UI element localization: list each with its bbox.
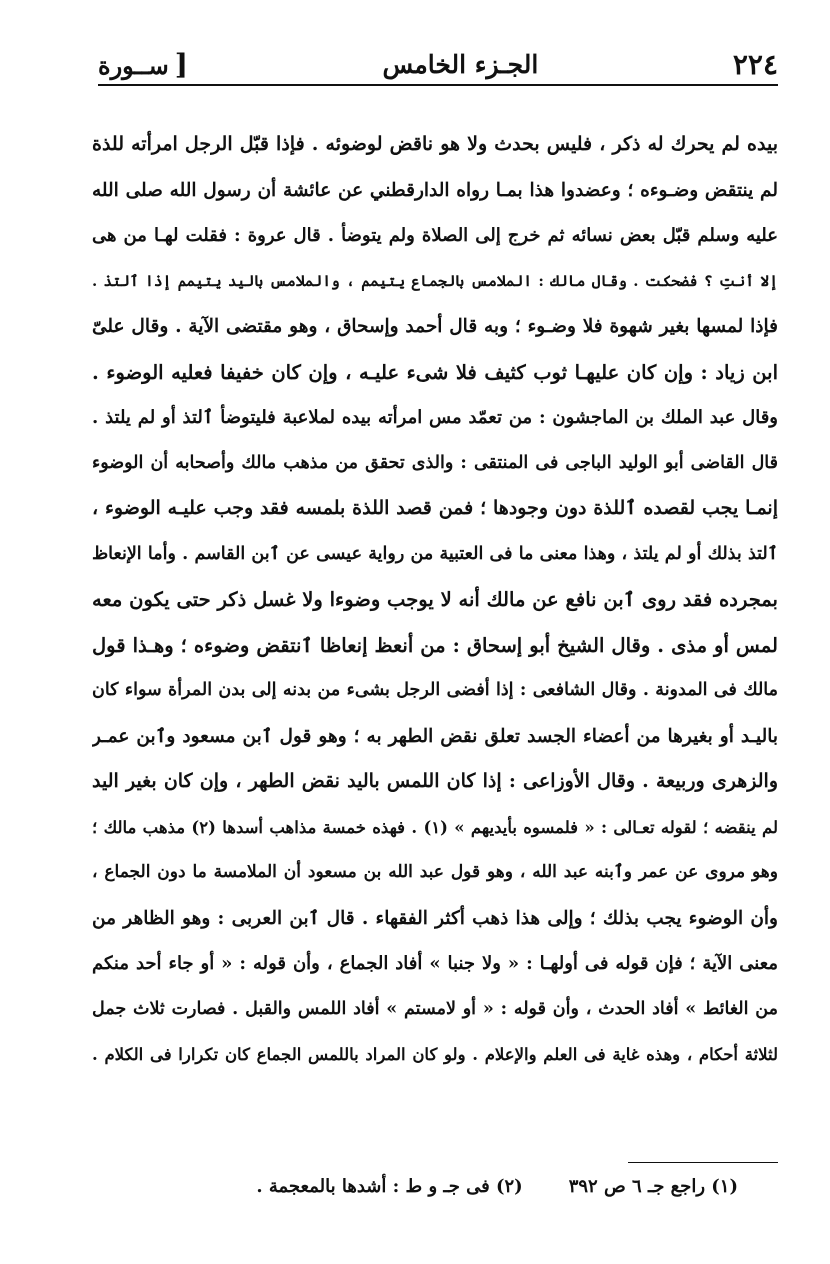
text-line: لم ينقضه ؛ لقوله تعـالى : « فلمسوه بأيديهم » (١) . فهذه خمسة مذاهب أسدها (٢) مذهب مالك ؛: [92, 817, 778, 837]
footnotes: [256, 1176, 738, 1197]
text-line: بيده لم يحرك له ذكر ، فليس بحدث ولا هو ناقض لوضوئه . فإذا قبّل الرجل امرأته للذة: [92, 133, 778, 155]
text-line: إلا أنتِ ؟ فضحكت . وقال مالك : الملامس بالجماع يتيمم ، والملامس باليد يتيمم إذا ٱلتذ .: [92, 271, 778, 290]
surah-label-text: ســورة: [98, 50, 169, 80]
text-line: وهو مروى عن عمر وٱبنه عبد الله ، وهو قول عبد الله بن مسعود أن الملامسة ما دون الجماع ،: [92, 862, 778, 882]
text-line: لثلاثة أحكام ، وهذه غاية فى العلم والإعلام . ولو كان المراد باللمس الجماع كان تكرارا فى الكلام .: [92, 1045, 778, 1064]
footnote-divider: [628, 1162, 778, 1163]
text-line: عليه وسلم قبّل بعض نسائه ثم خرج إلى الصلاة ولم يتوضأ . قال عروة : فقلت لهـا من هى: [92, 225, 778, 246]
text-line: بمجرده فقد روى ٱبن نافع عن مالك أنه لا يوجب وضوءا ولا غسل ذكر حتى يكون معه: [92, 588, 778, 611]
page-number: ٢٢٤: [732, 47, 778, 81]
text-line: باليـد أو بغيرها من أعضاء الجسد تعلق نقض الطهر به ؛ وهو قول ٱبن مسعود وٱبن عمـر: [92, 725, 778, 747]
text-line: لم ينتقض وضـوءه ؛ وعضدوا هذا بمـا رواه الدارقطني عن عائشة أن رسول الله صلى الله: [92, 179, 778, 201]
text-line: فإذا لمسها بغير شهوة فلا وضـوء ؛ وبه قال أحمد وإسحاق ، وهو مقتضى الآية . وقال علىّ: [92, 316, 778, 337]
text-line: من الغائط » أفاد الحدث ، وأن قوله : « أو لامستم » أفاد اللمس والقبل . فصارت ثلاث جمل: [92, 998, 778, 1019]
text-line: مالك فى المدونة . وقال الشافعى : إذا أفضى الرجل بشىء من بدنه إلى بدن المرأة سواء كان: [92, 680, 778, 700]
surah-bracket: [: [174, 47, 188, 81]
footnote-2: (٢) فى جـ و ط : أشدها بالمعجمة .: [256, 1176, 523, 1197]
text-line: وقال عبد الملك بن الماجشون : من تعمّد مس امرأته بيده لملاعبة فليتوضأ ٱلتذ أو لم يلتذ .: [92, 407, 778, 428]
page-header: [98, 44, 778, 86]
text-line: ٱلتذ بذلك أو لم يلتذ ، وهذا معنى ما فى العتبية من رواية عيسى عن ٱبن القاسم . وأما الإنعاظ: [92, 543, 778, 564]
footnote-1: (١) راجع جـ ٦ ص ٣٩٢: [568, 1176, 738, 1197]
surah-label: [98, 48, 188, 81]
text-line: والزهرى وربيعة . وقال الأوزاعى : إذا كان اللمس باليد نقض الطهر ، وإن كان بغير اليد: [92, 770, 778, 792]
body-text: [92, 122, 778, 1078]
text-line: معنى الآية ؛ فإن قوله فى أولهـا : « ولا جنبا » أفاد الجماع ، وأن قوله : « أو جاء أحد منكم: [92, 953, 778, 974]
text-line: إنمـا يجب لقصده ٱللذة دون وجودها ؛ فمن قصد اللذة بلمسه فقد وجب عليـه الوضوء ،: [92, 497, 778, 519]
text-line: لمس أو مذى . وقال الشيخ أبو إسحاق : من أنعظ إنعاظا ٱنتقض وضوءه ؛ وهـذا قول: [92, 633, 778, 657]
text-line: وأن الوضوء يجب بذلك ؛ وإلى هذا ذهب أكثر الفقهاء . قال ٱبن العربى : وهو الظاهر من: [92, 907, 778, 929]
text-line: قال القاضى أبو الوليد الباجى فى المنتقى : والذى تحقق من مذهب مالك وأصحابه أن الوضوء: [92, 452, 778, 473]
text-line: ابن زياد : وإن كان عليهـا ثوب كثيف فلا شىء عليـه ، وإن كان خفيفا فعليه الوضوء .: [92, 360, 778, 384]
running-title: الجـزء الخامس: [382, 49, 539, 79]
